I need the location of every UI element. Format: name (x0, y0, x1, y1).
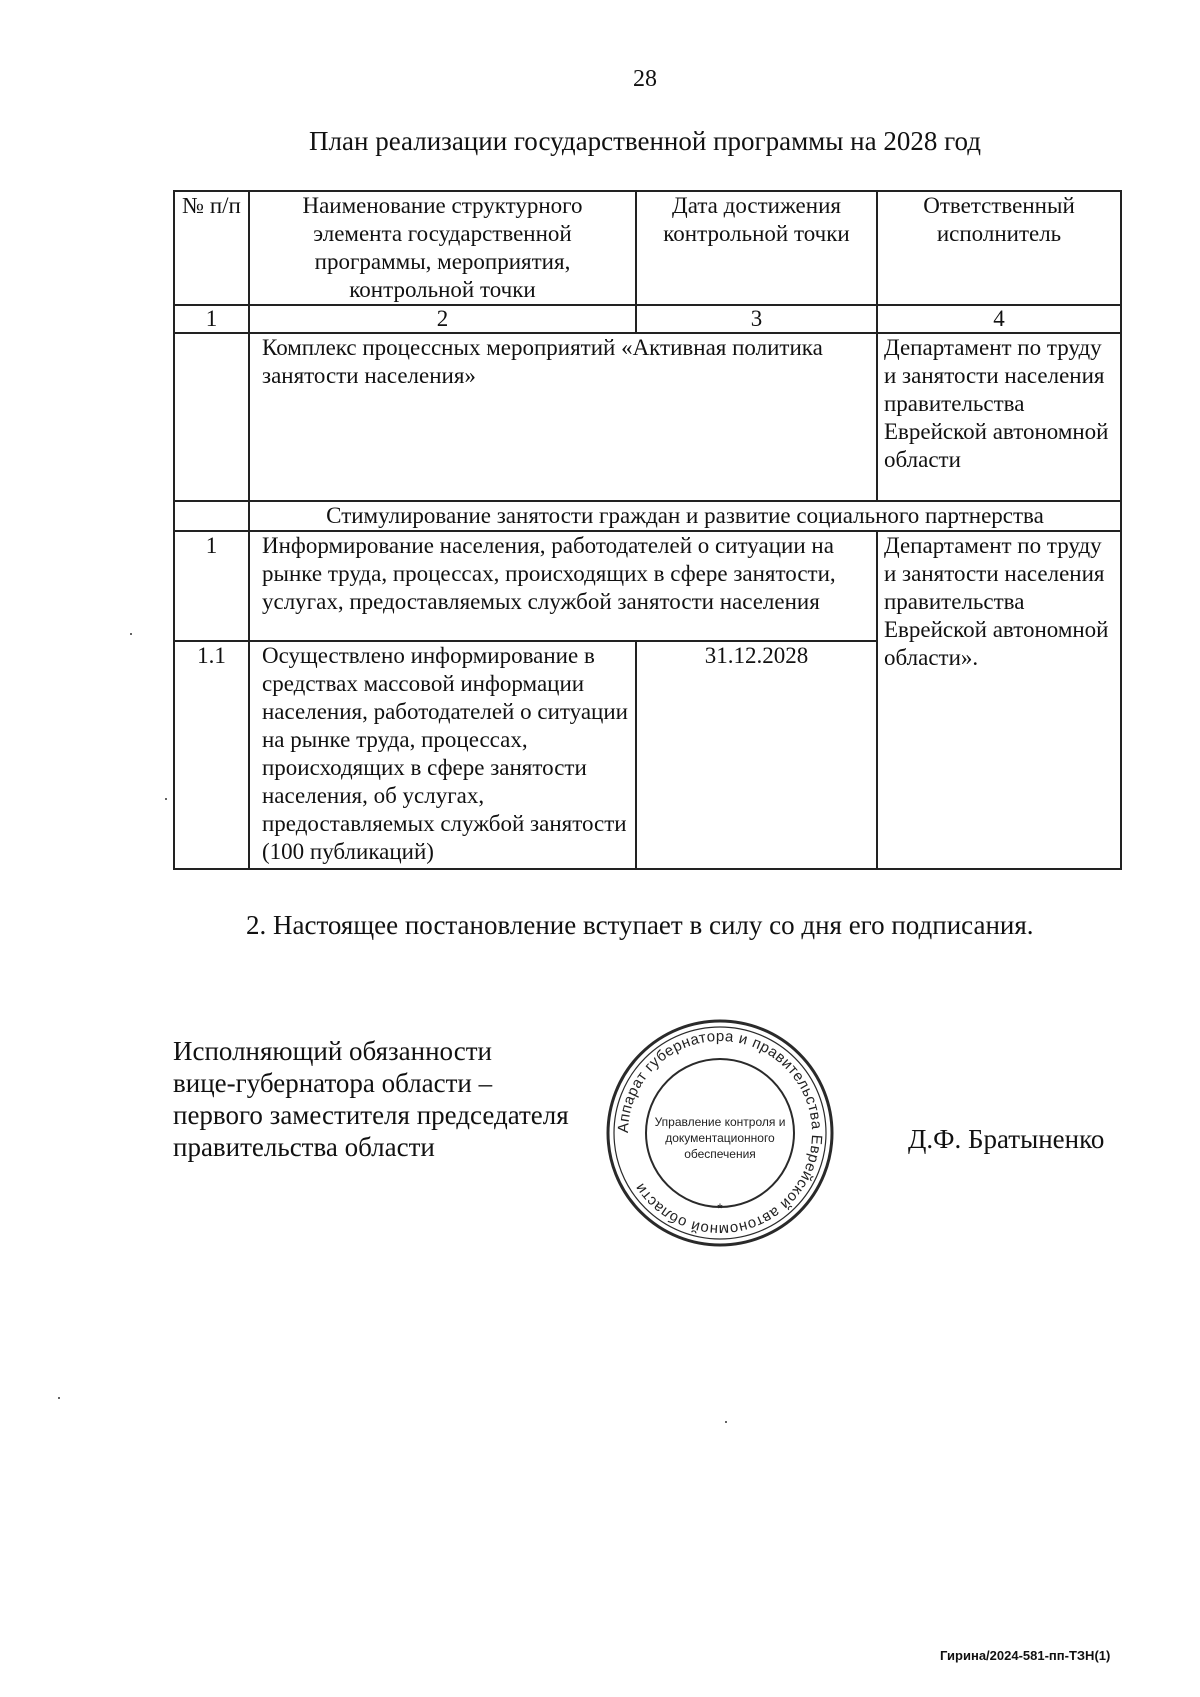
event-row (174, 531, 1121, 641)
seal-inner-line: Управление контроля и (654, 1115, 786, 1129)
resolution-text: 2. Настоящее постановление вступает в силу со дня его подписания. (246, 910, 1034, 940)
section-title: Стимулирование занятости граждан и развитие социального партнерства (249, 501, 1121, 531)
signer-line: Исполняющий обязанности (173, 1036, 492, 1066)
table-header-row (174, 191, 1121, 305)
complex-responsible: Департамент по труду и занятости населения правительства Еврейской автономной области (877, 333, 1121, 501)
event-name: Информирование населения, работодателей о ситуации на рынке труда, процессах, происходящих в сфере занятости, услугах, предоставляемых службой занятости населения (249, 531, 877, 641)
signer-position (173, 1035, 569, 1163)
signer-line: вице-губернатора области – (173, 1068, 493, 1098)
signer-line: правительства области (173, 1132, 435, 1162)
column-number: 4 (877, 305, 1121, 333)
column-number: 1 (174, 305, 249, 333)
header-date: Дата достижения контрольной точки (636, 191, 877, 305)
complex-name: Комплекс процессных мероприятий «Активная политика занятости населения» (249, 333, 877, 501)
event-number: 1 (174, 531, 249, 641)
complex-row (174, 333, 1121, 501)
scan-speck (165, 798, 167, 800)
control-point-name: Осуществлено информирование в средствах массовой информации населения, работодателей о ситуации на рынке труда, процессах, происходящих в сфере занятости населения, об услугах, предоставляемых службой занятости (100 публикаций) (249, 641, 636, 869)
page-number: 28 (633, 66, 657, 92)
seal-inner-line: документационного (665, 1131, 775, 1145)
section-row (174, 501, 1121, 531)
header-number: № п/п (174, 191, 249, 305)
control-point-date: 31.12.2028 (636, 641, 877, 869)
header-element-name: Наименование структурного элемента государственной программы, мероприятия, контрольной точки (249, 191, 636, 305)
official-seal-icon (600, 1013, 840, 1253)
document-title: План реализации государственной программы на 2028 год (309, 126, 981, 156)
seal-outer-text: Аппарат губернатора и правительства Еврейской автономной области (614, 1027, 826, 1239)
signer-name: Д.Ф. Братыненко (908, 1124, 1105, 1154)
control-point-number: 1.1 (174, 641, 249, 869)
header-responsible: Ответственный исполнитель (877, 191, 1121, 305)
scan-speck (725, 1421, 727, 1423)
complex-number-cell (174, 333, 249, 501)
column-number: 3 (636, 305, 877, 333)
plan-table (173, 190, 1122, 870)
signer-line: первого заместителя председателя (173, 1100, 569, 1130)
column-number: 2 (249, 305, 636, 333)
section-number-cell (174, 501, 249, 531)
footer-code: Гирина/2024-581-пп-ТЗН(1) (940, 1648, 1111, 1663)
column-number-row (174, 305, 1121, 333)
scan-speck (58, 1397, 60, 1399)
svg-text:*: * (717, 1200, 723, 1216)
seal-inner-line: обеспечения (684, 1147, 756, 1161)
event-responsible: Департамент по труду и занятости населения правительства Еврейской автономной области». (877, 531, 1121, 869)
scan-speck (130, 633, 132, 635)
